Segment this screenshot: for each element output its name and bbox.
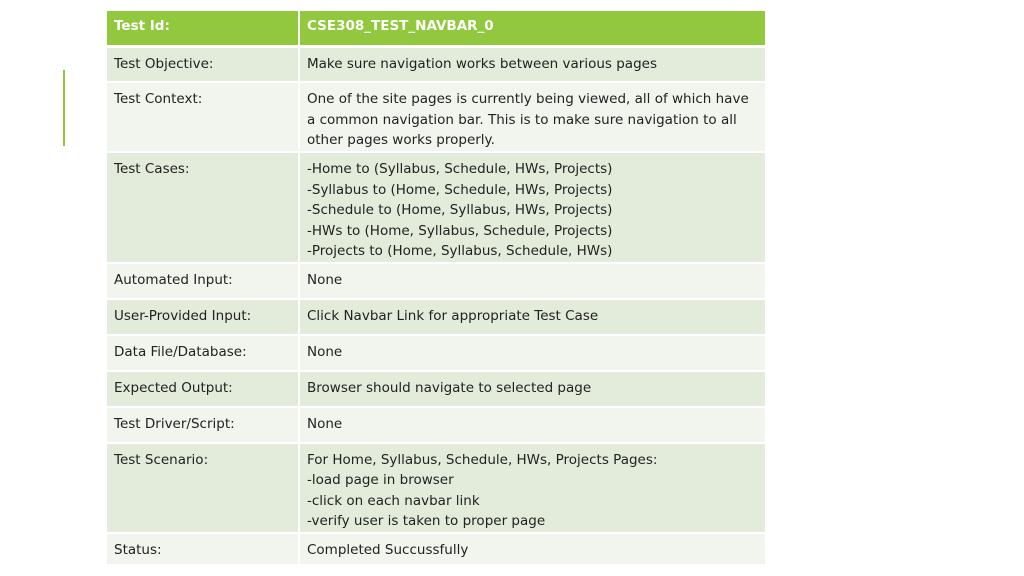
row-value-line: -Schedule to (Home, Syllabus, HWs, Projects) [307, 202, 613, 218]
header-value: CSE308_TEST_NAVBAR_0 [299, 11, 765, 46]
table-row [107, 263, 765, 299]
table-row [107, 371, 765, 407]
row-value-line: None [307, 343, 343, 360]
row-label: User-Provided Input: [107, 299, 299, 335]
row-value [299, 407, 765, 443]
table-row [107, 46, 765, 82]
row-value [299, 371, 765, 407]
row-label: Test Context: [107, 82, 299, 152]
accent-line [63, 70, 65, 146]
test-case-table [107, 11, 765, 566]
table-row [107, 407, 765, 443]
table-row [107, 152, 765, 263]
row-value-line: -Home to (Syllabus, Schedule, HWs, Projects) [307, 161, 613, 177]
row-value [299, 335, 765, 371]
row-value [299, 82, 765, 152]
row-label: Test Scenario: [107, 443, 299, 533]
row-value [299, 299, 765, 335]
row-value-line: None [307, 415, 343, 432]
row-value-line: None [307, 271, 343, 288]
row-value-line: Completed Succussfully [307, 541, 469, 558]
row-value-line: -HWs to (Home, Syllabus, Schedule, Projects) [307, 222, 613, 239]
row-label: Status: [107, 533, 299, 565]
row-value-line: -Syllabus to (Home, Schedule, HWs, Projects) [307, 181, 613, 198]
row-value-line: For Home, Syllabus, Schedule, HWs, Projects Pages: [307, 451, 658, 468]
row-value-line: -load page in browser [307, 472, 454, 488]
table-row [107, 443, 765, 533]
row-value [299, 443, 765, 533]
row-label: Test Objective: [107, 46, 299, 82]
row-label: Test Driver/Script: [107, 407, 299, 443]
row-value-line: Browser should navigate to selected page [307, 379, 592, 396]
row-value-line: One of the site pages is currently being viewed, all of which have [307, 91, 749, 107]
row-value-line: Click Navbar Link for appropriate Test Case [307, 307, 599, 324]
table-row [107, 335, 765, 371]
table-row [107, 533, 765, 565]
table-row [107, 82, 765, 152]
row-value-line: -Projects to (Home, Syllabus, Schedule, HWs) [307, 243, 613, 259]
row-value [299, 46, 765, 82]
row-value-line: -verify user is taken to proper page [307, 513, 546, 529]
row-label: Test Cases: [107, 152, 299, 263]
row-value [299, 533, 765, 565]
row-value [299, 263, 765, 299]
row-value-line: Make sure navigation works between various pages [307, 55, 657, 72]
row-label: Automated Input: [107, 263, 299, 299]
row-value-line: a common navigation bar. This is to make sure navigation to all [307, 111, 737, 128]
row-value-line: other pages works properly. [307, 132, 495, 148]
row-label: Data File/Database: [107, 335, 299, 371]
table-row [107, 299, 765, 335]
header-label: Test Id: [107, 11, 299, 46]
row-value-line: -click on each navbar link [307, 492, 480, 509]
table-header-row [107, 11, 765, 46]
row-label: Expected Output: [107, 371, 299, 407]
row-value [299, 152, 765, 263]
